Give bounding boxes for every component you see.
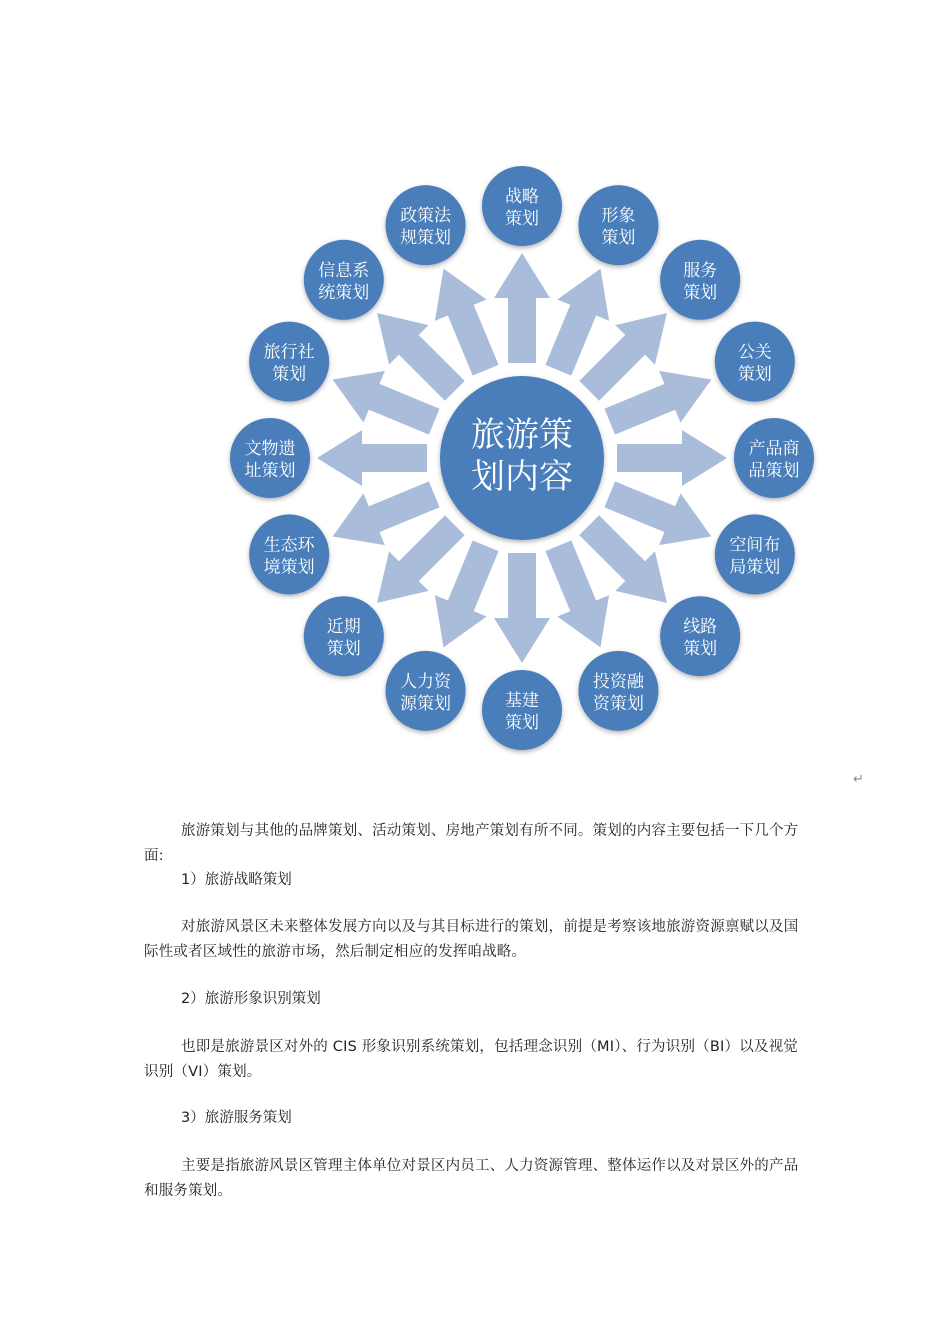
node-label-line: 统策划 [318, 282, 370, 303]
planning-node [249, 514, 329, 594]
planning-node [734, 418, 814, 498]
radial-arrow [494, 553, 550, 663]
node-label-line: 基建 [505, 691, 539, 711]
node-label-line: 产品商 [748, 439, 800, 459]
planning-node [386, 651, 466, 731]
heading-service: 3）旅游服务策划 [181, 1110, 292, 1126]
node-label-line: 品策划 [748, 461, 800, 481]
paragraph-service: 主要是指旅游风景区管理主体单位对景区内员工、人力资源管理、整体运作以及对景区外的产品和服务策划。 [144, 1158, 799, 1199]
radial-arrow [617, 430, 727, 486]
node-label-line: 策划 [601, 228, 636, 249]
node-label-line: 源策划 [400, 693, 452, 714]
node-label-line: 规策划 [400, 228, 452, 249]
node-label-line: 空间布 [729, 535, 781, 556]
node-label-line: 投资融 [592, 671, 644, 692]
node-label-line: 战略 [505, 187, 539, 207]
center-circle [440, 376, 604, 540]
planning-node [304, 240, 384, 320]
node-label-line: 策划 [505, 713, 539, 733]
node-label-line: 人力资 [400, 671, 452, 692]
paragraph-image-identity: 也即是旅游景区对外的 CIS 形象识别系统策划，包括理念识别（MI）、行为识别（BI）以及视觉识别（VI）策划。 [144, 1039, 798, 1080]
node-label-line: 策划 [683, 282, 718, 303]
planning-node [482, 670, 562, 750]
planning-node [660, 240, 740, 320]
node-label-line: 局策划 [729, 557, 781, 578]
planning-node [715, 322, 795, 402]
node-label-line: 公关 [737, 342, 772, 363]
planning-node [249, 322, 329, 402]
node-label-line: 策划 [272, 364, 307, 385]
node-label-line: 境策划 [263, 557, 315, 578]
planning-node [304, 596, 384, 676]
node-label-line: 址策划 [244, 461, 296, 481]
planning-node [715, 514, 795, 594]
planning-node [660, 596, 740, 676]
node-label-line: 近期 [326, 617, 361, 638]
node-label-line: 形象 [601, 206, 636, 227]
planning-node [578, 651, 658, 731]
node-label-line: 资策划 [592, 693, 644, 714]
node-label-line: 旅行社 [263, 342, 315, 363]
center-label-line-1: 旅游策 [471, 415, 573, 455]
paragraph-return-mark: ↵ [853, 772, 864, 787]
node-label-line: 策划 [737, 364, 772, 385]
node-label-line: 线路 [683, 617, 718, 638]
node-label-line: 政策法 [400, 206, 452, 227]
planning-node [386, 185, 466, 265]
planning-node [482, 166, 562, 246]
intro-paragraph: 旅游策划与其他的品牌策划、活动策划、房地产策划有所不同。策划的内容主要包括一下几个方面: [144, 823, 799, 864]
node-label-line: 生态环 [263, 535, 315, 556]
node-label-line: 策划 [505, 209, 539, 229]
radial-arrow [494, 253, 550, 363]
node-label-line: 策划 [683, 639, 718, 660]
node-label-line: 服务 [683, 260, 718, 281]
paragraph-strategy: 对旅游风景区未来整体发展方向以及与其目标进行的策划，前提是考察该地旅游资源禀赋以及国际性或者区域性的旅游市场，然后制定相应的发挥咱战略。 [144, 919, 799, 960]
planning-node [230, 418, 310, 498]
heading-image-identity: 2）旅游形象识别策划 [181, 991, 321, 1007]
heading-strategy: 1）旅游战略策划 [181, 872, 292, 888]
radial-arrow [317, 430, 427, 486]
planning-node [578, 185, 658, 265]
node-label-line: 信息系 [318, 260, 370, 281]
center-label-line-2: 划内容 [471, 457, 573, 497]
node-label-line: 文物遗 [244, 439, 296, 459]
node-label-line: 策划 [326, 639, 361, 660]
